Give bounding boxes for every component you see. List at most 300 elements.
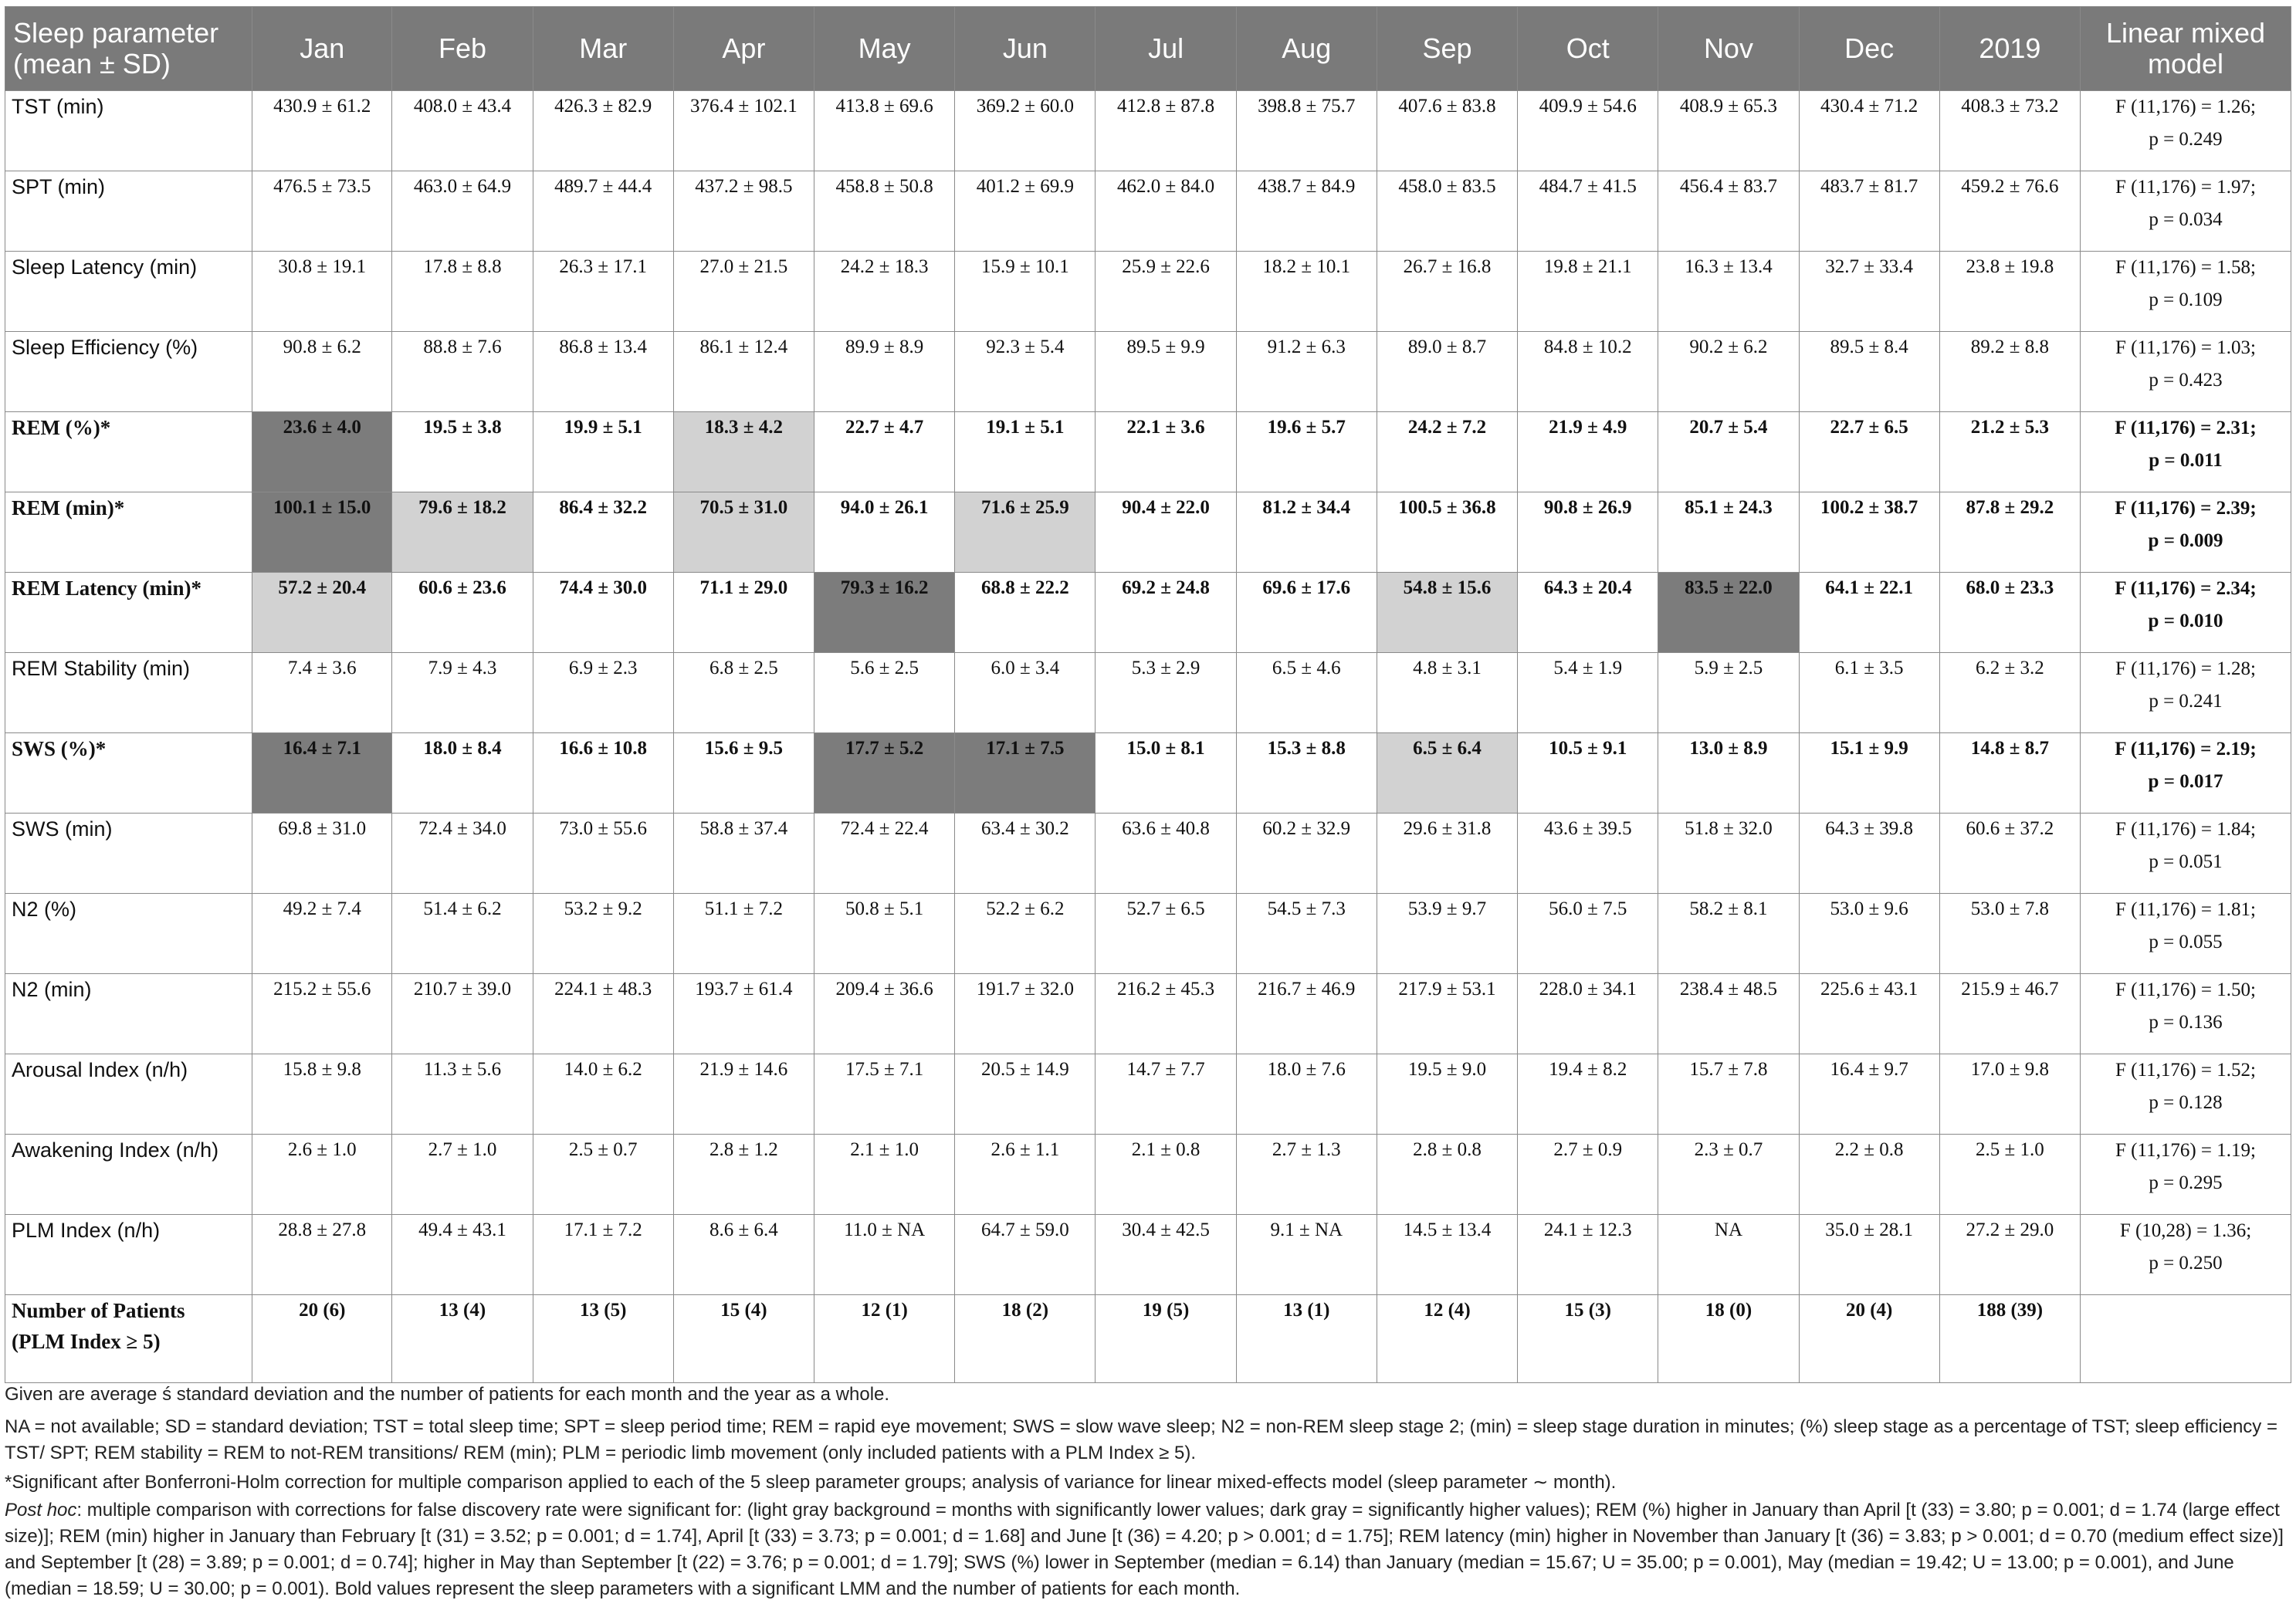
table-cell: 238.4 ± 48.5 — [1658, 974, 1799, 1054]
table-cell: 2.6 ± 1.0 — [252, 1135, 392, 1215]
table-cell: 15.0 ± 8.1 — [1096, 733, 1236, 814]
table-cell: 188 (39) — [1939, 1295, 2080, 1383]
table-cell: 51.8 ± 32.0 — [1658, 814, 1799, 894]
table-cell: 54.5 ± 7.3 — [1236, 894, 1377, 974]
table-row — [5, 1054, 2291, 1135]
footnote-posthoc-body: : multiple comparison with corrections for false discovery rate were significant for: (light gray background = months with significantly lower values; dark gray = significantly higher values); REM (%) higher in January than April [t (33) = 3.80; p = 0.001; d = 1.74 (large effect size)]; REM (min) higher in January than February [t (31) = 3.52; p = 0.001; d = 1.74], April [t (33) = 3.73; p = 0.001; d = 1.68] and June [t (36) = 4.20; p > 0.001; d = 1.75]; REM latency (min) higher in November than January [t (36) = 3.83; p > 0.001; d = 0.70 (medium effect size)] and September [t (28) = 3.89; p = 0.001; d = 0.74]; higher in May than September [t (22) = 3.76; p = 0.001; d = 1.79]; SWS (%) lower in September (median = 6.14) than January (median = 15.67; U = 35.00; p = 0.001), May (median = 19.42; U = 13.00; p = 0.001), and June (median = 18.59; U = 30.00; p = 0.001). Bold values represent the sleep parameters with a significant LMM and the number of patients for each month. — [5, 1500, 2284, 1599]
row-label: Sleep Latency (min) — [5, 252, 252, 332]
table-cell: 224.1 ± 48.3 — [533, 974, 673, 1054]
table-cell: 86.1 ± 12.4 — [673, 332, 814, 412]
table-cell: 398.8 ± 75.7 — [1236, 91, 1377, 171]
lmm-f-statistic: F (11,176) = 1.97; — [2115, 177, 2256, 198]
table-cell: 15.1 ± 9.9 — [1799, 733, 1939, 814]
table-footnotes — [5, 1382, 2291, 1602]
header-aug: Aug — [1236, 7, 1377, 91]
table-cell: 43.6 ± 39.5 — [1518, 814, 1658, 894]
lmm-p-value: p = 0.055 — [2149, 932, 2223, 952]
table-cell: 7.9 ± 4.3 — [392, 653, 533, 733]
table-cell: 20 (4) — [1799, 1295, 1939, 1383]
table-cell: 191.7 ± 32.0 — [955, 974, 1096, 1054]
table-cell: 89.5 ± 9.9 — [1096, 332, 1236, 412]
table-cell: 17.1 ± 7.5 — [955, 733, 1096, 814]
header-oct: Oct — [1518, 7, 1658, 91]
header-sleep-parameter: Sleep parameter (mean ± SD) — [5, 7, 252, 91]
table-cell: 69.6 ± 17.6 — [1236, 573, 1377, 653]
table-cell: 413.8 ± 69.6 — [814, 91, 955, 171]
table-cell: 217.9 ± 53.1 — [1377, 974, 1517, 1054]
table-cell: 12 (4) — [1377, 1295, 1517, 1383]
table-cell: 89.5 ± 8.4 — [1799, 332, 1939, 412]
row-label: Sleep Efficiency (%) — [5, 332, 252, 412]
table-cell: 6.8 ± 2.5 — [673, 653, 814, 733]
table-cell: 56.0 ± 7.5 — [1518, 894, 1658, 974]
table-cell: 210.7 ± 39.0 — [392, 974, 533, 1054]
table-cell: 2.7 ± 1.0 — [392, 1135, 533, 1215]
table-cell: 409.9 ± 54.6 — [1518, 91, 1658, 171]
table-cell: 91.2 ± 6.3 — [1236, 332, 1377, 412]
table-cell: 2.6 ± 1.1 — [955, 1135, 1096, 1215]
table-cell: 26.3 ± 17.1 — [533, 252, 673, 332]
table-cell: 407.6 ± 83.8 — [1377, 91, 1517, 171]
table-cell: 72.4 ± 34.0 — [392, 814, 533, 894]
table-cell: 18 (2) — [955, 1295, 1096, 1383]
table-cell: 20 (6) — [252, 1295, 392, 1383]
table-row — [5, 252, 2291, 332]
table-cell: 100.1 ± 15.0 — [252, 492, 392, 573]
table-cell: 14.8 ± 8.7 — [1939, 733, 2080, 814]
table-cell: 30.4 ± 42.5 — [1096, 1215, 1236, 1295]
table-cell: 84.8 ± 10.2 — [1518, 332, 1658, 412]
table-cell: 13 (4) — [392, 1295, 533, 1383]
table-cell: 458.0 ± 83.5 — [1377, 171, 1517, 252]
footnote-abbreviations: NA = not available; SD = standard deviation; TST = total sleep time; SPT = sleep period time; REM = rapid eye movement; SWS = slow wave sleep; N2 = non-REM sleep stage 2; (min) = sleep stage duration in minutes; (%) sleep stage as a percentage of TST; sleep efficiency = TST/ SPT; REM stability = REM to not-REM transitions/ REM (min); PLM = periodic limb movement (only included patients with a PLM Index ≥ 5). — [5, 1416, 2277, 1463]
lmm-p-value: p = 0.017 — [2148, 771, 2223, 792]
lmm-cell — [2081, 492, 2291, 573]
row-label: Awakening Index (n/h) — [5, 1135, 252, 1215]
lmm-f-statistic: F (11,176) = 1.19; — [2115, 1140, 2256, 1161]
lmm-p-value: p = 0.249 — [2149, 129, 2223, 150]
table-cell: 15.7 ± 7.8 — [1658, 1054, 1799, 1135]
table-cell: 369.2 ± 60.0 — [955, 91, 1096, 171]
header-linear-mixed-model: Linear mixed model — [2081, 7, 2291, 91]
table-cell: 64.3 ± 39.8 — [1799, 814, 1939, 894]
table-cell: 18.0 ± 8.4 — [392, 733, 533, 814]
table-cell: 408.9 ± 65.3 — [1658, 91, 1799, 171]
table-cell: 54.8 ± 15.6 — [1377, 573, 1517, 653]
table-cell: 6.5 ± 4.6 — [1236, 653, 1377, 733]
lmm-p-value: p = 0.423 — [2149, 370, 2223, 391]
table-cell: 17.0 ± 9.8 — [1939, 1054, 2080, 1135]
table-cell: 412.8 ± 87.8 — [1096, 91, 1236, 171]
table-cell: 81.2 ± 34.4 — [1236, 492, 1377, 573]
table-cell: 90.8 ± 6.2 — [252, 332, 392, 412]
table-cell: 376.4 ± 102.1 — [673, 91, 814, 171]
table-cell: 20.7 ± 5.4 — [1658, 412, 1799, 492]
table-cell: 437.2 ± 98.5 — [673, 171, 814, 252]
table-cell: 456.4 ± 83.7 — [1658, 171, 1799, 252]
table-cell: 2.3 ± 0.7 — [1658, 1135, 1799, 1215]
lmm-p-value: p = 0.109 — [2149, 289, 2223, 310]
table-cell: 7.4 ± 3.6 — [252, 653, 392, 733]
lmm-cell — [2081, 1054, 2291, 1135]
lmm-f-statistic: F (11,176) = 1.03; — [2115, 337, 2256, 358]
table-cell: 462.0 ± 84.0 — [1096, 171, 1236, 252]
table-cell: 53.9 ± 9.7 — [1377, 894, 1517, 974]
table-cell: 17.5 ± 7.1 — [814, 1054, 955, 1135]
header-2019: 2019 — [1939, 7, 2080, 91]
table-cell: 2.5 ± 1.0 — [1939, 1135, 2080, 1215]
table-row — [5, 894, 2291, 974]
table-cell: 15 (4) — [673, 1295, 814, 1383]
table-cell: 5.4 ± 1.9 — [1518, 653, 1658, 733]
table-cell: 92.3 ± 5.4 — [955, 332, 1096, 412]
header-apr: Apr — [673, 7, 814, 91]
row-label: REM Stability (min) — [5, 653, 252, 733]
table-cell: 24.2 ± 18.3 — [814, 252, 955, 332]
lmm-f-statistic: F (11,176) = 1.81; — [2115, 899, 2256, 920]
row-label: Arousal Index (n/h) — [5, 1054, 252, 1135]
table-cell: 17.1 ± 7.2 — [533, 1215, 673, 1295]
header-sep: Sep — [1377, 7, 1517, 91]
table-cell: 21.9 ± 4.9 — [1518, 412, 1658, 492]
lmm-f-statistic: F (11,176) = 1.28; — [2115, 658, 2256, 679]
table-cell: 484.7 ± 41.5 — [1518, 171, 1658, 252]
table-cell: 6.1 ± 3.5 — [1799, 653, 1939, 733]
lmm-cell — [2081, 252, 2291, 332]
lmm-cell — [2081, 1215, 2291, 1295]
table-cell: 74.4 ± 30.0 — [533, 573, 673, 653]
table-cell: 408.3 ± 73.2 — [1939, 91, 2080, 171]
lmm-cell — [2081, 91, 2291, 171]
lmm-f-statistic: F (11,176) = 1.50; — [2115, 979, 2256, 1000]
table-cell: 215.2 ± 55.6 — [252, 974, 392, 1054]
table-cell: 16.6 ± 10.8 — [533, 733, 673, 814]
header-row — [5, 7, 2291, 91]
table-cell: 90.2 ± 6.2 — [1658, 332, 1799, 412]
table-cell: 2.8 ± 1.2 — [673, 1135, 814, 1215]
table-cell: 2.7 ± 1.3 — [1236, 1135, 1377, 1215]
table-row — [5, 974, 2291, 1054]
table-cell: 27.0 ± 21.5 — [673, 252, 814, 332]
lmm-cell — [2081, 653, 2291, 733]
lmm-cell — [2081, 894, 2291, 974]
table-cell: 49.4 ± 43.1 — [392, 1215, 533, 1295]
table-cell: 19.6 ± 5.7 — [1236, 412, 1377, 492]
table-cell: 23.6 ± 4.0 — [252, 412, 392, 492]
table-cell: 15.6 ± 9.5 — [673, 733, 814, 814]
table-row — [5, 492, 2291, 573]
table-cell: NA — [1658, 1215, 1799, 1295]
table-cell: 63.6 ± 40.8 — [1096, 814, 1236, 894]
table-cell: 24.2 ± 7.2 — [1377, 412, 1517, 492]
table-cell: 94.0 ± 26.1 — [814, 492, 955, 573]
table-body — [5, 91, 2291, 1383]
table-cell: 489.7 ± 44.4 — [533, 171, 673, 252]
table-cell: 2.7 ± 0.9 — [1518, 1135, 1658, 1215]
table-cell: 89.2 ± 8.8 — [1939, 332, 2080, 412]
table-cell: 2.5 ± 0.7 — [533, 1135, 673, 1215]
table-cell: 10.5 ± 9.1 — [1518, 733, 1658, 814]
header-jul: Jul — [1096, 7, 1236, 91]
table-cell: 64.3 ± 20.4 — [1518, 573, 1658, 653]
table-cell: 12 (1) — [814, 1295, 955, 1383]
table-cell: 53.2 ± 9.2 — [533, 894, 673, 974]
table-row — [5, 171, 2291, 252]
table-cell: 15.9 ± 10.1 — [955, 252, 1096, 332]
row-label: SPT (min) — [5, 171, 252, 252]
table-cell: 19.8 ± 21.1 — [1518, 252, 1658, 332]
table-cell: 2.1 ± 1.0 — [814, 1135, 955, 1215]
table-cell: 11.3 ± 5.6 — [392, 1054, 533, 1135]
table-cell: 69.8 ± 31.0 — [252, 814, 392, 894]
table-cell: 17.7 ± 5.2 — [814, 733, 955, 814]
table-cell: 24.1 ± 12.3 — [1518, 1215, 1658, 1295]
table-cell: 18.3 ± 4.2 — [673, 412, 814, 492]
table-cell: 58.2 ± 8.1 — [1658, 894, 1799, 974]
table-cell: 64.1 ± 22.1 — [1799, 573, 1939, 653]
table-row — [5, 573, 2291, 653]
table-cell: 8.6 ± 6.4 — [673, 1215, 814, 1295]
table-cell: 11.0 ± NA — [814, 1215, 955, 1295]
table-cell: 14.7 ± 7.7 — [1096, 1054, 1236, 1135]
row-label: N2 (%) — [5, 894, 252, 974]
lmm-cell — [2081, 332, 2291, 412]
table-cell: 86.4 ± 32.2 — [533, 492, 673, 573]
table-cell: 15.3 ± 8.8 — [1236, 733, 1377, 814]
lmm-cell-empty — [2081, 1295, 2291, 1383]
patients-label-line2: (PLM Index ≥ 5) — [12, 1330, 161, 1353]
table-cell: 18 (0) — [1658, 1295, 1799, 1383]
table-cell: 9.1 ± NA — [1236, 1215, 1377, 1295]
table-cell: 52.2 ± 6.2 — [955, 894, 1096, 974]
lmm-cell — [2081, 733, 2291, 814]
table-cell: 2.8 ± 0.8 — [1377, 1135, 1517, 1215]
lmm-f-statistic: F (11,176) = 1.58; — [2115, 257, 2256, 278]
lmm-f-statistic: F (10,28) = 1.36; — [2119, 1220, 2252, 1241]
table-cell: 88.8 ± 7.6 — [392, 332, 533, 412]
table-cell: 438.7 ± 84.9 — [1236, 171, 1377, 252]
row-label: TST (min) — [5, 91, 252, 171]
table-cell: 16.3 ± 13.4 — [1658, 252, 1799, 332]
table-row — [5, 332, 2291, 412]
lmm-f-statistic: F (11,176) = 2.19; — [2115, 739, 2257, 759]
table-cell: 216.7 ± 46.9 — [1236, 974, 1377, 1054]
lmm-p-value: p = 0.250 — [2149, 1253, 2223, 1274]
table-cell: 50.8 ± 5.1 — [814, 894, 955, 974]
lmm-p-value: p = 0.136 — [2149, 1012, 2223, 1033]
header-dec: Dec — [1799, 7, 1939, 91]
table-cell: 27.2 ± 29.0 — [1939, 1215, 2080, 1295]
row-label: REM (min)* — [5, 492, 252, 573]
table-cell: 13 (5) — [533, 1295, 673, 1383]
table-cell: 68.0 ± 23.3 — [1939, 573, 2080, 653]
table-cell: 209.4 ± 36.6 — [814, 974, 955, 1054]
table-row — [5, 733, 2291, 814]
table-cell: 2.2 ± 0.8 — [1799, 1135, 1939, 1215]
table-cell: 19 (5) — [1096, 1295, 1236, 1383]
table-cell: 83.5 ± 22.0 — [1658, 573, 1799, 653]
table-cell: 79.3 ± 16.2 — [814, 573, 955, 653]
table-cell: 22.1 ± 3.6 — [1096, 412, 1236, 492]
table-cell: 401.2 ± 69.9 — [955, 171, 1096, 252]
table-cell: 193.7 ± 61.4 — [673, 974, 814, 1054]
footnote-significance: *Significant after Bonferroni-Holm correction for multiple comparison applied to each of the 5 sleep parameter groups; analysis of variance for linear mixed-effects model (sleep parameter ∼ month). — [5, 1472, 1617, 1493]
footnote-general: Given are average ś standard deviation and the number of patients for each month and the year as a whole. — [5, 1384, 890, 1405]
table-row — [5, 91, 2291, 171]
table-cell: 70.5 ± 31.0 — [673, 492, 814, 573]
table-cell: 458.8 ± 50.8 — [814, 171, 955, 252]
table-cell: 19.1 ± 5.1 — [955, 412, 1096, 492]
table-cell: 22.7 ± 4.7 — [814, 412, 955, 492]
table-cell: 30.8 ± 19.1 — [252, 252, 392, 332]
table-container — [5, 6, 2291, 1383]
table-cell: 89.9 ± 8.9 — [814, 332, 955, 412]
table-cell: 32.7 ± 33.4 — [1799, 252, 1939, 332]
table-cell: 6.5 ± 6.4 — [1377, 733, 1517, 814]
table-cell: 22.7 ± 6.5 — [1799, 412, 1939, 492]
header-may: May — [814, 7, 955, 91]
row-label: SWS (min) — [5, 814, 252, 894]
lmm-cell — [2081, 171, 2291, 252]
table-cell: 23.8 ± 19.8 — [1939, 252, 2080, 332]
table-cell: 426.3 ± 82.9 — [533, 91, 673, 171]
table-cell: 6.0 ± 3.4 — [955, 653, 1096, 733]
table-cell: 13.0 ± 8.9 — [1658, 733, 1799, 814]
table-cell: 26.7 ± 16.8 — [1377, 252, 1517, 332]
header-nov: Nov — [1658, 7, 1799, 91]
lmm-cell — [2081, 814, 2291, 894]
table-cell: 87.8 ± 29.2 — [1939, 492, 2080, 573]
table-cell: 79.6 ± 18.2 — [392, 492, 533, 573]
table-cell: 28.8 ± 27.8 — [252, 1215, 392, 1295]
table-cell: 71.1 ± 29.0 — [673, 573, 814, 653]
table-cell: 6.2 ± 3.2 — [1939, 653, 2080, 733]
lmm-p-value: p = 0.010 — [2148, 611, 2223, 631]
table-cell: 6.9 ± 2.3 — [533, 653, 673, 733]
table-cell: 53.0 ± 9.6 — [1799, 894, 1939, 974]
table-cell: 216.2 ± 45.3 — [1096, 974, 1236, 1054]
table-cell: 5.9 ± 2.5 — [1658, 653, 1799, 733]
table-cell: 100.5 ± 36.8 — [1377, 492, 1517, 573]
lmm-p-value: p = 0.034 — [2149, 209, 2223, 230]
lmm-f-statistic: F (11,176) = 1.52; — [2115, 1060, 2256, 1081]
table-cell: 100.2 ± 38.7 — [1799, 492, 1939, 573]
row-label: PLM Index (n/h) — [5, 1215, 252, 1295]
table-cell: 483.7 ± 81.7 — [1799, 171, 1939, 252]
lmm-p-value: p = 0.241 — [2149, 691, 2223, 712]
row-label: SWS (%)* — [5, 733, 252, 814]
lmm-p-value: p = 0.009 — [2148, 530, 2223, 551]
table-cell: 21.9 ± 14.6 — [673, 1054, 814, 1135]
table-cell: 69.2 ± 24.8 — [1096, 573, 1236, 653]
table-cell: 215.9 ± 46.7 — [1939, 974, 2080, 1054]
sleep-parameter-table — [5, 6, 2291, 1383]
table-cell: 63.4 ± 30.2 — [955, 814, 1096, 894]
table-cell: 15 (3) — [1518, 1295, 1658, 1383]
lmm-f-statistic: F (11,176) = 2.31; — [2115, 418, 2257, 438]
header-feb: Feb — [392, 7, 533, 91]
lmm-f-statistic: F (11,176) = 1.84; — [2115, 819, 2256, 840]
table-cell: 86.8 ± 13.4 — [533, 332, 673, 412]
row-label: REM Latency (min)* — [5, 573, 252, 653]
lmm-p-value: p = 0.051 — [2149, 851, 2223, 872]
lmm-f-statistic: F (11,176) = 2.39; — [2115, 498, 2257, 519]
lmm-cell — [2081, 573, 2291, 653]
lmm-f-statistic: F (11,176) = 1.26; — [2115, 96, 2256, 117]
header-mar: Mar — [533, 7, 673, 91]
table-cell: 60.6 ± 23.6 — [392, 573, 533, 653]
table-cell: 463.0 ± 64.9 — [392, 171, 533, 252]
table-cell: 19.5 ± 9.0 — [1377, 1054, 1517, 1135]
table-cell: 5.6 ± 2.5 — [814, 653, 955, 733]
table-row — [5, 653, 2291, 733]
table-cell: 90.8 ± 26.9 — [1518, 492, 1658, 573]
table-cell: 17.8 ± 8.8 — [392, 252, 533, 332]
table-cell: 51.4 ± 6.2 — [392, 894, 533, 974]
table-cell: 58.8 ± 37.4 — [673, 814, 814, 894]
table-cell: 51.1 ± 7.2 — [673, 894, 814, 974]
table-cell: 14.5 ± 13.4 — [1377, 1215, 1517, 1295]
table-cell: 13 (1) — [1236, 1295, 1377, 1383]
table-cell: 85.1 ± 24.3 — [1658, 492, 1799, 573]
table-cell: 60.6 ± 37.2 — [1939, 814, 2080, 894]
table-cell: 25.9 ± 22.6 — [1096, 252, 1236, 332]
table-cell: 19.5 ± 3.8 — [392, 412, 533, 492]
table-cell: 60.2 ± 32.9 — [1236, 814, 1377, 894]
table-cell: 52.7 ± 6.5 — [1096, 894, 1236, 974]
table-cell: 5.3 ± 2.9 — [1096, 653, 1236, 733]
table-cell: 53.0 ± 7.8 — [1939, 894, 2080, 974]
table-cell: 4.8 ± 3.1 — [1377, 653, 1517, 733]
footnote-posthoc — [5, 1497, 2291, 1602]
table-cell: 35.0 ± 28.1 — [1799, 1215, 1939, 1295]
table-cell: 71.6 ± 25.9 — [955, 492, 1096, 573]
table-cell: 16.4 ± 9.7 — [1799, 1054, 1939, 1135]
table-cell: 408.0 ± 43.4 — [392, 91, 533, 171]
lmm-p-value: p = 0.011 — [2149, 450, 2223, 471]
row-label: N2 (min) — [5, 974, 252, 1054]
header-jun: Jun — [955, 7, 1096, 91]
row-label — [5, 1295, 252, 1383]
table-cell: 21.2 ± 5.3 — [1939, 412, 2080, 492]
lmm-p-value: p = 0.128 — [2149, 1092, 2223, 1113]
row-label: REM (%)* — [5, 412, 252, 492]
table-cell: 64.7 ± 59.0 — [955, 1215, 1096, 1295]
table-cell: 2.1 ± 0.8 — [1096, 1135, 1236, 1215]
table-cell: 73.0 ± 55.6 — [533, 814, 673, 894]
footnote-posthoc-lead: Post hoc — [5, 1500, 77, 1521]
table-cell: 49.2 ± 7.4 — [252, 894, 392, 974]
lmm-cell — [2081, 1135, 2291, 1215]
lmm-f-statistic: F (11,176) = 2.34; — [2115, 578, 2257, 599]
table-row — [5, 412, 2291, 492]
table-cell: 19.4 ± 8.2 — [1518, 1054, 1658, 1135]
table-cell: 90.4 ± 22.0 — [1096, 492, 1236, 573]
table-cell: 68.8 ± 22.2 — [955, 573, 1096, 653]
lmm-cell — [2081, 974, 2291, 1054]
table-cell: 15.8 ± 9.8 — [252, 1054, 392, 1135]
table-cell: 18.0 ± 7.6 — [1236, 1054, 1377, 1135]
table-cell: 16.4 ± 7.1 — [252, 733, 392, 814]
table-cell: 57.2 ± 20.4 — [252, 573, 392, 653]
table-cell: 225.6 ± 43.1 — [1799, 974, 1939, 1054]
table-cell: 476.5 ± 73.5 — [252, 171, 392, 252]
lmm-cell — [2081, 412, 2291, 492]
table-cell: 19.9 ± 5.1 — [533, 412, 673, 492]
table-cell: 89.0 ± 8.7 — [1377, 332, 1517, 412]
table-cell: 14.0 ± 6.2 — [533, 1054, 673, 1135]
table-cell: 20.5 ± 14.9 — [955, 1054, 1096, 1135]
